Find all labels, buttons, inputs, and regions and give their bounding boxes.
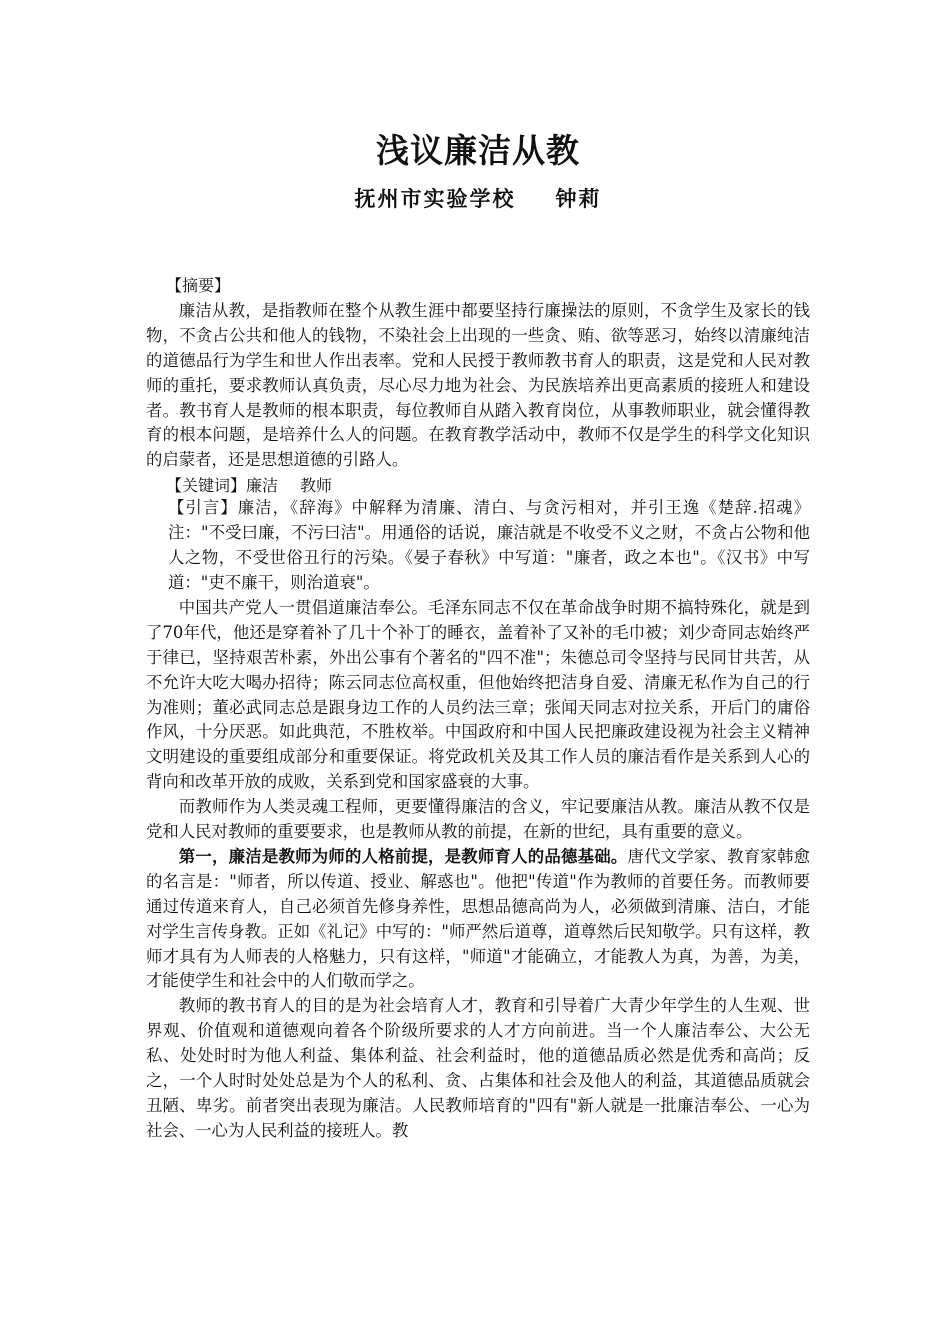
paragraph-text: 中国共产党人一贯倡道廉洁奉公。毛泽东同志不仅在革命战争时期不搞特殊化，就是到了70年代，他还是穿着补了几十个补丁的睡衣，盖着补了又补的毛巾被；刘少奇同志始终严于律已，坚持艰苦朴素，外出公事有个著名的"四不准"；朱德总司令坚持与民同甘共苦，从不允许大吃大喝办招待；陈云同志位高权重，但他始终把洁身自爱、清廉无私作为自己的行为准则；董必武同志总是跟身边工作的人员约法三章；张闻天同志对拉关系，开后门的庸俗作风，十分厌恶。如此典范，不胜枚举。中国政府和中国人民把廉政建设视为社会主义精神文明建设的重要组成部分和重要保证。将党政机关及其工作人员的廉洁看作是关系到人心的背向和改革开放的成败，关系到党和国家盛衰的大事。 <box>146 597 810 792</box>
abstract-text: 廉洁从教，是指教师在整个从教生涯中都要坚持行廉操法的原则，不贪学生及家长的钱物，不贪占公共和他人的钱物，不染社会上出现的一些贪、贿、欲等恶习，始终以清廉纯洁的道德品行为学生和世人作出表率。党和人民授于教师教书育人的职责，这是党和人民对教师的重托，要求教师认真负责，尽心尽力地为社会、为民族培养出更高素质的接班人和建设者。教书育人是教师的根本职责，每位教师自从踏入教育岗位，从事教师职业，就会懂得教育的根本问题，是培养什么人的问题。在教育教学活动中，教师不仅是学生的科学文化知识的启蒙者，还是思想道德的引路人。 <box>146 300 810 470</box>
body-paragraph <box>146 795 810 845</box>
intro-label: 【引言】 <box>168 498 238 518</box>
paragraph-lead: 第一，廉洁是教师为师的人格前提，是教师育人的品德基础。 <box>178 846 628 866</box>
author-name: 钟莉 <box>555 186 602 211</box>
byline <box>146 184 810 214</box>
keywords-label: 【关键词】 <box>166 476 247 496</box>
body-paragraph <box>146 845 810 994</box>
body-paragraph <box>146 596 810 795</box>
keywords-line <box>146 473 810 496</box>
paragraph-text: 教师的教书育人的目的是为社会培育人才，教育和引导着广大青少年学生的人生观、世界观、价值观和道德观向着各个阶级所要求的人才方向前进。当一个人廉洁奉公、大公无私、处处时时为他人利益、集体利益、社会利益时，他的道德品质必然是优秀和高尚；反之，一个人时时处处总是为个人的私利、贪、占集体和社会及他人的利益，其道德品质就会丑陋、卑劣。前者突出表现为廉洁。人民教师培育的"四有"新人就是一批廉洁奉公、一心为社会、一心为人民利益的接班人。教 <box>146 996 810 1140</box>
intro-paragraph <box>146 496 810 596</box>
keyword: 廉洁 <box>246 476 279 496</box>
abstract-heading: 【摘要】 <box>166 276 231 295</box>
keyword: 教师 <box>300 476 333 496</box>
intro-text: 廉洁，《辞海》中解释为清廉、清白、与贪污相对，并引王逸《楚辞.招魂》注："不受曰廉，不污曰洁"。用通俗的话说，廉洁就是不收受不义之财，不贪占公物和他人之物，不受世俗丑行的污染。《晏子春秋》中写道："廉者，政之本也"。《汉书》中写道："吏不廉干，则治道衰"。 <box>168 498 810 592</box>
document-body <box>146 274 810 1144</box>
body-paragraph <box>146 994 810 1143</box>
document-title: 浅议廉洁从教 <box>376 131 580 170</box>
paragraph-text: 唐代文学家、教育家韩愈的名言是："师者，所以传道、授业、解惑也"。他把"传道"作为教师的首要任务。而教师要通过传道来育人，自己必须首先修身养性，思想品德高尚为人，必须做到清廉、洁白，才能对学生言传身教。正如《礼记》中写的："师严然后道尊，道尊然后民知敬学。只有这样，教师才具有为人师表的人格魅力，只有这样，"师道"才能确立，才能教人为真，为善，为美，才能使学生和社会中的人们敬而学之。 <box>146 846 811 991</box>
school-name: 抚州市实验学校 <box>354 186 516 211</box>
paragraph-text: 而教师作为人类灵魂工程师，更要懂得廉洁的含义，牢记要廉洁从教。廉洁从教不仅是党和人民对教师的重要要求，也是教师从教的前提，在新的世纪，具有重要的意义。 <box>146 797 810 842</box>
